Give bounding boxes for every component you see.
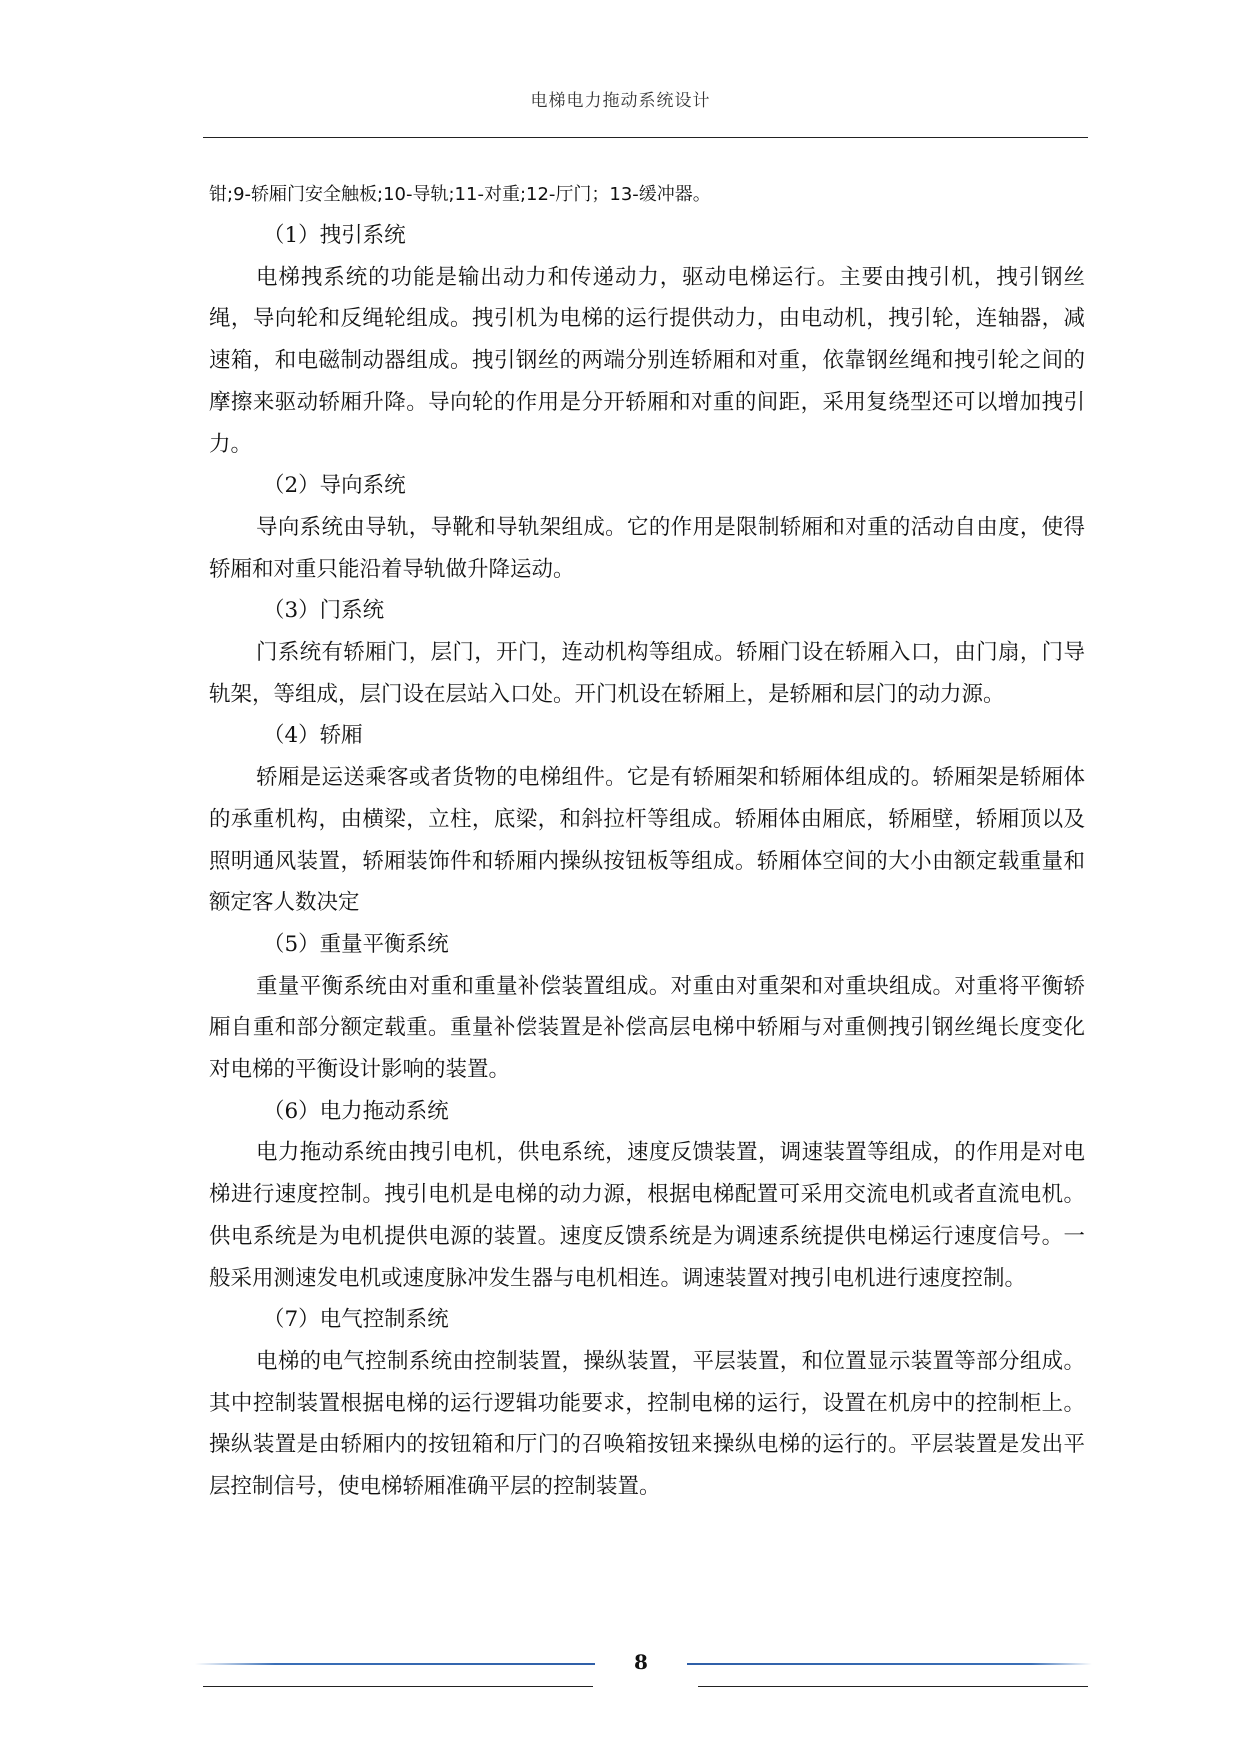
section-paragraph-guide: 导向系统由导轨，导靴和导轨架组成。它的作用是限制轿厢和对重的活动自由度，使得轿厢和对重只能沿着导轨做升降运动。 [209, 514, 1085, 582]
page-footer [195, 1650, 1095, 1690]
section-paragraph-control: 电梯的电气控制系统由控制装置，操纵装置，平层装置，和位置显示装置等部分组成。其中控制装置根据电梯的运行逻辑功能要求，控制电梯的运行，设置在机房中的控制柜上。操纵装置是由轿厢内的按钮箱和厅门的召唤箱按钮来操纵电梯的运行的。平层装置是发出平层控制信号，使电梯轿厢准确平层的控制装置。 [209, 1348, 1085, 1500]
section-paragraph-car: 轿厢是运送乘客或者货物的电梯组件。它是有轿厢架和轿厢体组成的。轿厢架是轿厢体的承重机构，由横梁，立柱，底梁，和斜拉杆等组成。轿厢体由厢底，轿厢壁，轿厢顶以及照明通风装置，轿厢装饰件和轿厢内操纵按钮板等组成。轿厢体空间的大小由额定载重量和额定客人数决定 [209, 765, 1085, 916]
section-paragraph-drive: 电力拖动系统由拽引电机，供电系统，速度反馈装置，调速装置等组成，的作用是对电梯进行速度控制。拽引电机是电梯的动力源，根据电梯配置可采用交流电机或者直流电机。供电系统是为电机提供电源的装置。速度反馈系统是为调速系统提供电梯运行速度信号。一般采用测速发电机或速度脉冲发生器与电机相连。调速装置对拽引电机进行速度控制。 [209, 1140, 1085, 1291]
section-heading-car: （4）轿厢 [263, 723, 363, 749]
header-divider [203, 137, 1088, 138]
footer-accent-line-right [687, 1663, 1092, 1665]
section-heading-balance: （5）重量平衡系统 [263, 931, 449, 957]
section-heading-guide: （2）导向系统 [263, 473, 406, 499]
footer-divider-right [698, 1686, 1088, 1687]
section-heading-door: （3）门系统 [263, 598, 385, 624]
section-heading-traction: （1）拽引系统 [263, 223, 406, 248]
footer-divider-left [203, 1686, 593, 1687]
section-paragraph-door: 门系统有轿厢门，层门，开门，连动机构等组成。轿厢门设在轿厢入口，由门扇，门导轨架，等组成，层门设在层站入口处。开门机设在轿厢上，是轿厢和层门的动力源。 [209, 640, 1085, 707]
section-paragraph-balance: 重量平衡系统由对重和重量补偿装置组成。对重由对重架和对重块组成。对重将平衡轿厢自重和部分额定载重。重量补偿装置是补偿高层电梯中轿厢与对重侧拽引钢丝绳长度变化对电梯的平衡设计影响的装置。 [209, 973, 1085, 1083]
section-paragraph-traction: 电梯拽系统的功能是输出动力和传递动力，驱动电梯运行。主要由拽引机，拽引钢丝绳，导向轮和反绳轮组成。拽引机为电梯的运行提供动力，由电动机，拽引轮，连轴器，减速箱，和电磁制动器组成。拽引钢丝的两端分别连轿厢和对重，依靠钢丝绳和拽引轮之间的摩擦来驱动轿厢升降。导向轮的作用是分开轿厢和对重的间距，采用复绕型还可以增加拽引力。 [209, 264, 1085, 457]
figure-caption-continuation: 钳;9-轿厢门安全触板;10-导轨;11-对重;12-厅门；13-缓冲器。 [209, 184, 711, 205]
footer-accent-line-left [195, 1663, 595, 1665]
page-number: 8 [634, 1650, 648, 1674]
document-body [209, 175, 1085, 1508]
page-header-title: 电梯电力拖动系统设计 [530, 91, 711, 111]
section-heading-drive: （6）电力拖动系统 [263, 1098, 449, 1124]
section-heading-control: （7）电气控制系统 [263, 1307, 449, 1333]
